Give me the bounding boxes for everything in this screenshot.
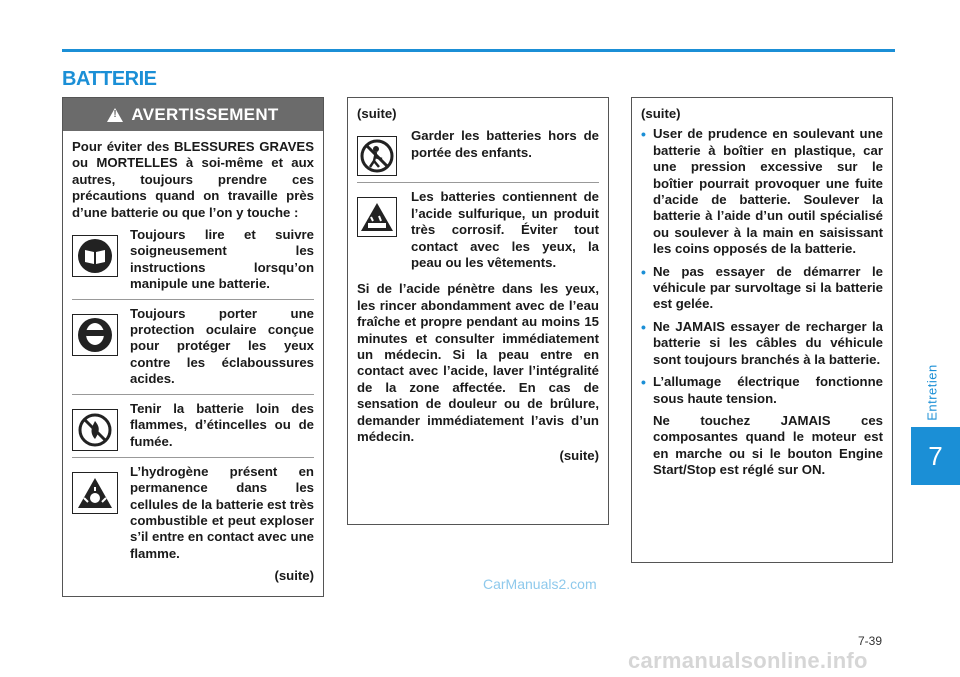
bullet-list (632, 124, 892, 478)
top-rule (62, 49, 895, 52)
list-item: • L’allumage électrique fonctionne sous haute tension. Ne touchez JAMAIS ces composantes quand le moteur est en marche ou si le bouton Engine Start/Stop est réglé sur ON. (641, 374, 883, 478)
divider (357, 182, 599, 183)
list-item-continuation: Ne touchez JAMAIS ces composantes quand le moteur est en marche ou si le bouton Engine Start/Stop est réglé sur ON. (653, 412, 883, 478)
warning-intro: Pour éviter des BLESSURES GRAVES ou MORTELLES à soi-même et aux autres, toujours prendre ces précautions quand on travaille près d’une batterie ou que l’on y touche : (72, 139, 314, 220)
eye-protection-icon (72, 314, 118, 356)
warning-triangle-icon (107, 108, 123, 122)
manual-book-icon (72, 235, 118, 277)
warning-item-text: Tenir la batterie loin des flammes, d’étincelles ou de fumée. (130, 400, 314, 449)
page-number: 7-39 (858, 634, 883, 648)
no-flame-icon (72, 409, 118, 451)
warning-item-text: L’hydrogène présent en permanence dans les cellules de la batterie est très combustible et peut exploser s’il entre en contact avec une flamme. (130, 463, 314, 561)
warning-continued-box (631, 97, 893, 563)
continued-label: (suite) (274, 568, 314, 584)
list-item: • User de prudence en soulevant une batterie à boîtier en plastique, car une pression excessive sur le boîtier pourrait provoquer une fuite d’acide de batterie. Soulever la batterie à l’aide d’un outil spécialisé ou soulever à la main en saisissant les coins opposés de la batterie. (641, 126, 883, 257)
warning-item (63, 302, 323, 392)
chapter-tab[interactable]: 7 (911, 427, 960, 485)
list-item: • Ne pas essayer de démarrer le véhicule par survoltage si la batterie est gelée. (641, 264, 883, 313)
warning-box (62, 97, 324, 597)
divider (72, 394, 314, 395)
warning-item-text: Garder les batteries hors de portée des enfants. (411, 128, 599, 160)
acid-contact-instructions: Si de l’acide pénètre dans les yeux, les rincer abondamment avec de l’eau fraîche et propre pendant au moins 15 minutes et consulter immédiatement un médecin. Si la peau entre en contact avec l’acide, laver l’intégralité de la zone affectée. En cas de sensation de douleur ou de brûlure, demander immédiatement l’avis d’un médecin. (357, 281, 599, 445)
continued-label: (suite) (357, 106, 397, 121)
warning-item-text: Toujours lire et suivre soigneusement les instructions lorsqu’on manipule une batterie. (130, 227, 314, 292)
corrosive-acid-icon (357, 197, 397, 237)
warning-continued-box (347, 97, 609, 525)
explosion-hazard-icon (72, 472, 118, 514)
continued-label: (suite) (641, 106, 681, 121)
warning-item-text: Toujours porter une protection oculaire conçue pour protéger les yeux contre les éclaboussures acides. (130, 305, 314, 387)
warning-item-text: Les batteries contiennent de l’acide sulfurique, un produit très corrosif. Éviter tout contact avec les yeux, la peau ou les vêtements. (411, 189, 599, 271)
side-chapter-label: Entretien (924, 364, 940, 421)
warning-header: ! AVERTISSEMENT (63, 98, 323, 131)
warning-item (348, 124, 608, 180)
divider (72, 299, 314, 300)
warning-item (63, 223, 323, 297)
list-item: • Ne JAMAIS essayer de recharger la batterie si les câbles du véhicule sont toujours branchés à la batterie. (641, 319, 883, 368)
divider (72, 457, 314, 458)
section-title: BATTERIE (62, 68, 157, 90)
warning-item (63, 460, 323, 566)
warning-item (348, 185, 608, 275)
continued-label: (suite) (559, 447, 599, 463)
watermark-link[interactable]: CarManuals2.com (483, 576, 597, 592)
footer-watermark: carmanualsonline.info (628, 648, 868, 673)
keep-away-children-icon (357, 136, 397, 176)
warning-item (63, 397, 323, 455)
